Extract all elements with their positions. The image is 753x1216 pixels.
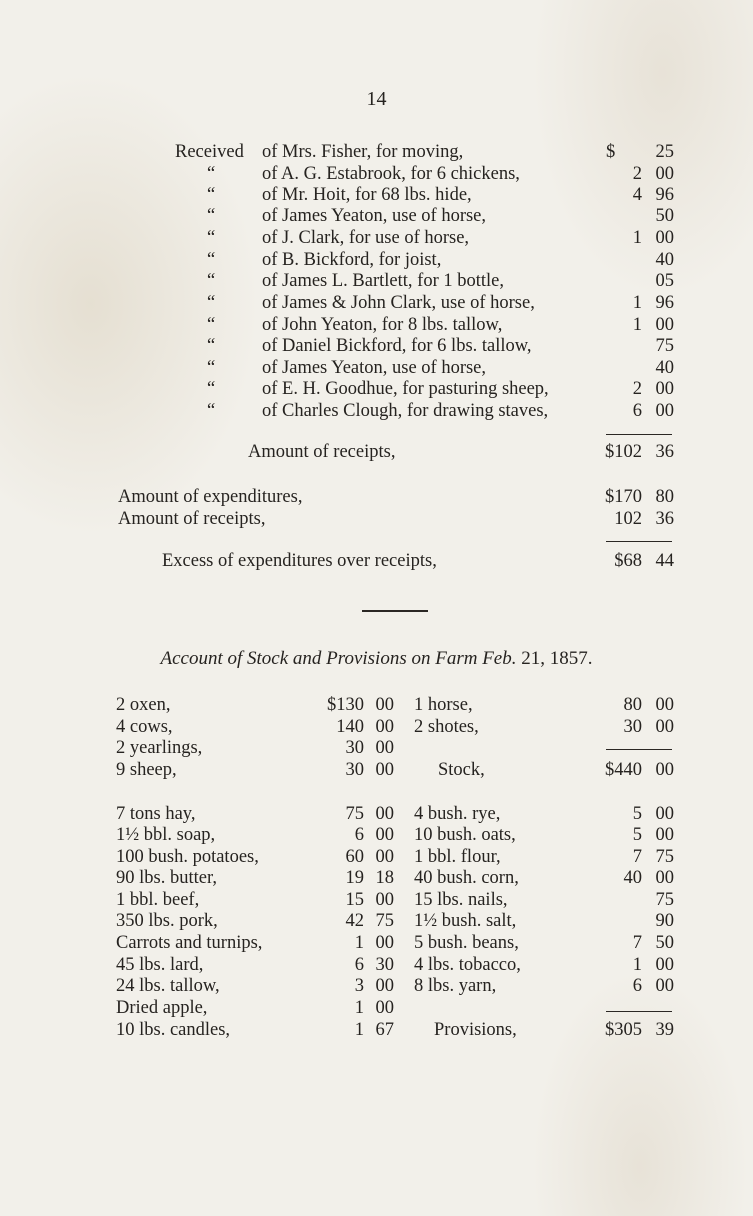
table-row: [0, 910, 753, 932]
provision-item: 10 bush. oats,: [414, 825, 516, 845]
ditto-mark: “: [207, 358, 216, 378]
provision-dollars: 6: [354, 825, 364, 845]
provisions-total-label: Provisions,: [434, 1020, 517, 1040]
receipt-cents: 25: [655, 142, 674, 162]
provision-dollars: 1: [354, 933, 364, 953]
stock-title-date: 21, 1857.: [521, 648, 593, 669]
excess-cents: 44: [655, 551, 674, 571]
receipt-text: of John Yeaton, for 8 lbs. tallow,: [262, 315, 503, 335]
receipt-dollars: 2: [632, 379, 642, 399]
table-row: [0, 737, 753, 759]
provision-dollars: 7: [632, 933, 642, 953]
provision-cents: 00: [655, 976, 674, 996]
receipt-dollars: 1: [632, 293, 642, 313]
summary-row: [0, 508, 753, 530]
receipt-cents: 40: [655, 358, 674, 378]
provision-cents: 75: [655, 847, 674, 867]
receipt-text: of James L. Bartlett, for 1 bottle,: [262, 271, 504, 291]
stock-title-main: Account of Stock and Provisions on Farm Feb.: [160, 648, 517, 669]
amount-of-receipts-dollars: $102: [605, 442, 642, 462]
stock-item: 1 horse,: [414, 695, 473, 715]
provision-dollars: 1: [354, 998, 364, 1018]
provision-cents: 50: [655, 933, 674, 953]
table-row: [0, 975, 753, 997]
receipt-text: of Charles Clough, for drawing staves,: [262, 401, 549, 421]
receipt-cents: 00: [655, 401, 674, 421]
receipt-text: of Daniel Bickford, for 6 lbs. tallow,: [262, 336, 532, 356]
list-item: [0, 335, 753, 357]
list-item: [0, 357, 753, 379]
ditto-mark: “: [207, 401, 216, 421]
provision-dollars: 6: [354, 955, 364, 975]
table-row: [0, 867, 753, 889]
provision-dollars: 42: [345, 911, 364, 931]
total-rule: [606, 1011, 672, 1012]
receipt-text: of James & John Clark, use of horse,: [262, 293, 535, 313]
provision-dollars: 3: [354, 976, 364, 996]
provision-item: 40 bush. corn,: [414, 868, 519, 888]
receipt-cents: 50: [655, 206, 674, 226]
total-rule: [606, 434, 672, 435]
provision-item: 5 bush. beans,: [414, 933, 519, 953]
provision-dollars: 7: [632, 847, 642, 867]
receipt-text: of Mr. Hoit, for 68 lbs. hide,: [262, 185, 472, 205]
table-row: [0, 889, 753, 911]
provision-cents: 18: [375, 868, 394, 888]
stock-item: 2 shotes,: [414, 717, 479, 737]
provision-item: 100 bush. potatoes,: [116, 847, 259, 867]
receipt-cents: 05: [655, 271, 674, 291]
provision-item: 8 lbs. yarn,: [414, 976, 497, 996]
table-row: [0, 759, 753, 781]
amount-of-receipts-cents: 36: [655, 442, 674, 462]
stock-item: 9 sheep,: [116, 760, 177, 780]
list-item: [0, 141, 753, 163]
table-row: [0, 1019, 753, 1041]
ditto-mark: “: [207, 315, 216, 335]
ditto-mark: “: [207, 206, 216, 226]
receipt-cents: 96: [655, 293, 674, 313]
receipt-text: of A. G. Estabrook, for 6 chickens,: [262, 164, 520, 184]
excess-label: Excess of expenditures over receipts,: [162, 551, 437, 571]
receipt-dollars: 1: [632, 315, 642, 335]
summary-cents: 36: [655, 509, 674, 529]
provision-dollars: 40: [623, 868, 642, 888]
provision-dollars: 75: [345, 804, 364, 824]
provision-dollars: 1: [354, 1020, 364, 1040]
provision-item: 24 lbs. tallow,: [116, 976, 220, 996]
stock-cents: 00: [375, 760, 394, 780]
provision-cents: 00: [375, 847, 394, 867]
provision-cents: 30: [375, 955, 394, 975]
provision-dollars: 19: [345, 868, 364, 888]
stock-dollars: 80: [623, 695, 642, 715]
stock-cents: 00: [655, 717, 674, 737]
provision-cents: 75: [375, 911, 394, 931]
ditto-mark: “: [207, 379, 216, 399]
stock-dollars: 30: [345, 738, 364, 758]
receipt-text: of James Yeaton, use of horse,: [262, 206, 487, 226]
provision-dollars: 5: [632, 804, 642, 824]
receipt-cents: 00: [655, 315, 674, 335]
provision-cents: 00: [375, 998, 394, 1018]
receipt-dollars: 2: [632, 164, 642, 184]
provision-item: 4 lbs. tobacco,: [414, 955, 521, 975]
ditto-mark: “: [207, 228, 216, 248]
provision-dollars: 1: [632, 955, 642, 975]
list-item: [0, 270, 753, 292]
stock-dollars: $130: [327, 695, 364, 715]
receipt-cents: 75: [655, 336, 674, 356]
receipt-text: of Mrs. Fisher, for moving,: [262, 142, 464, 162]
provisions-total-cents: 39: [655, 1020, 674, 1040]
ditto-mark: “: [207, 164, 216, 184]
receipt-cents: 00: [655, 379, 674, 399]
table-row: [0, 824, 753, 846]
stock-total-dollars: $440: [605, 760, 642, 780]
stock-item: 4 cows,: [116, 717, 173, 737]
provision-dollars: 5: [632, 825, 642, 845]
summary-dollars: $170: [605, 487, 642, 507]
amount-of-receipts-row: [0, 441, 753, 463]
provision-dollars: 60: [345, 847, 364, 867]
excess-dollars: $68: [614, 551, 642, 571]
provision-item: 90 lbs. butter,: [116, 868, 218, 888]
receipt-lead: Received: [175, 142, 244, 162]
provision-cents: 00: [655, 955, 674, 975]
provision-item: 1 bbl. flour,: [414, 847, 501, 867]
stock-item: 2 yearlings,: [116, 738, 203, 758]
receipt-cents: 40: [655, 250, 674, 270]
provision-cents: 00: [655, 804, 674, 824]
section-divider: [362, 610, 428, 612]
receipt-text: of E. H. Goodhue, for pasturing sheep,: [262, 379, 549, 399]
provision-item: 10 lbs. candles,: [116, 1020, 231, 1040]
amount-of-receipts-label: Amount of receipts,: [248, 442, 396, 462]
provision-dollars: 6: [632, 976, 642, 996]
provision-cents: 67: [375, 1020, 394, 1040]
stock-item: 2 oxen,: [116, 695, 171, 715]
provision-cents: 00: [375, 825, 394, 845]
provision-item: 1 bbl. beef,: [116, 890, 200, 910]
list-item: [0, 227, 753, 249]
table-row: [0, 954, 753, 976]
receipt-cents: 00: [655, 228, 674, 248]
provision-cents: 75: [655, 890, 674, 910]
list-item: [0, 163, 753, 185]
receipt-text: of J. Clark, for use of horse,: [262, 228, 470, 248]
ditto-mark: “: [207, 271, 216, 291]
summary-label: Amount of expenditures,: [118, 487, 303, 507]
stock-cents: 00: [375, 695, 394, 715]
stock-cents: 00: [375, 717, 394, 737]
ditto-mark: “: [207, 336, 216, 356]
provision-item: 1½ bush. salt,: [414, 911, 517, 931]
receipt-text: of James Yeaton, use of horse,: [262, 358, 487, 378]
provision-item: Carrots and turnips,: [116, 933, 263, 953]
receipt-cents: 96: [655, 185, 674, 205]
table-row: [0, 997, 753, 1019]
provision-cents: 00: [375, 890, 394, 910]
stock-cents: 00: [655, 695, 674, 715]
table-row: [0, 803, 753, 825]
table-row: [0, 694, 753, 716]
table-row: [0, 932, 753, 954]
summary-label: Amount of receipts,: [118, 509, 266, 529]
list-item: [0, 292, 753, 314]
list-item: [0, 378, 753, 400]
provision-cents: 00: [375, 976, 394, 996]
stock-dollars: 30: [345, 760, 364, 780]
provision-item: 4 bush. rye,: [414, 804, 501, 824]
receipt-dollars: $: [606, 142, 616, 162]
provision-item: 350 lbs. pork,: [116, 911, 218, 931]
page-number: 14: [366, 88, 387, 110]
list-item: [0, 184, 753, 206]
list-item: [0, 249, 753, 271]
provision-item: Dried apple,: [116, 998, 208, 1018]
provision-cents: 00: [375, 933, 394, 953]
ditto-mark: “: [207, 250, 216, 270]
ditto-mark: “: [207, 293, 216, 313]
provisions-total-dollars: $305: [605, 1020, 642, 1040]
stock-total-label: Stock,: [438, 760, 485, 780]
table-row: [0, 716, 753, 738]
list-item: [0, 314, 753, 336]
stock-total-cents: 00: [655, 760, 674, 780]
provision-cents: 00: [655, 868, 674, 888]
stock-dollars: 140: [336, 717, 364, 737]
receipt-cents: 00: [655, 164, 674, 184]
stock-dollars: 30: [623, 717, 642, 737]
provision-item: 7 tons hay,: [116, 804, 196, 824]
stock-cents: 00: [375, 738, 394, 758]
receipt-dollars: 4: [632, 185, 642, 205]
summary-cents: 80: [655, 487, 674, 507]
ditto-mark: “: [207, 185, 216, 205]
provision-cents: 00: [655, 825, 674, 845]
provision-item: 1½ bbl. soap,: [116, 825, 216, 845]
stock-title: [0, 648, 753, 670]
receipt-text: of B. Bickford, for joist,: [262, 250, 442, 270]
receipt-dollars: 1: [632, 228, 642, 248]
provision-dollars: 15: [345, 890, 364, 910]
provision-item: 15 lbs. nails,: [414, 890, 508, 910]
table-row: [0, 846, 753, 868]
excess-row: [0, 550, 753, 572]
total-rule: [606, 749, 672, 750]
provision-item: 45 lbs. lard,: [116, 955, 204, 975]
provision-cents: 00: [375, 804, 394, 824]
list-item: [0, 400, 753, 422]
list-item: [0, 205, 753, 227]
summary-dollars: 102: [614, 509, 642, 529]
total-rule: [606, 541, 672, 542]
provision-cents: 90: [655, 911, 674, 931]
summary-row: [0, 486, 753, 508]
receipt-dollars: 6: [632, 401, 642, 421]
